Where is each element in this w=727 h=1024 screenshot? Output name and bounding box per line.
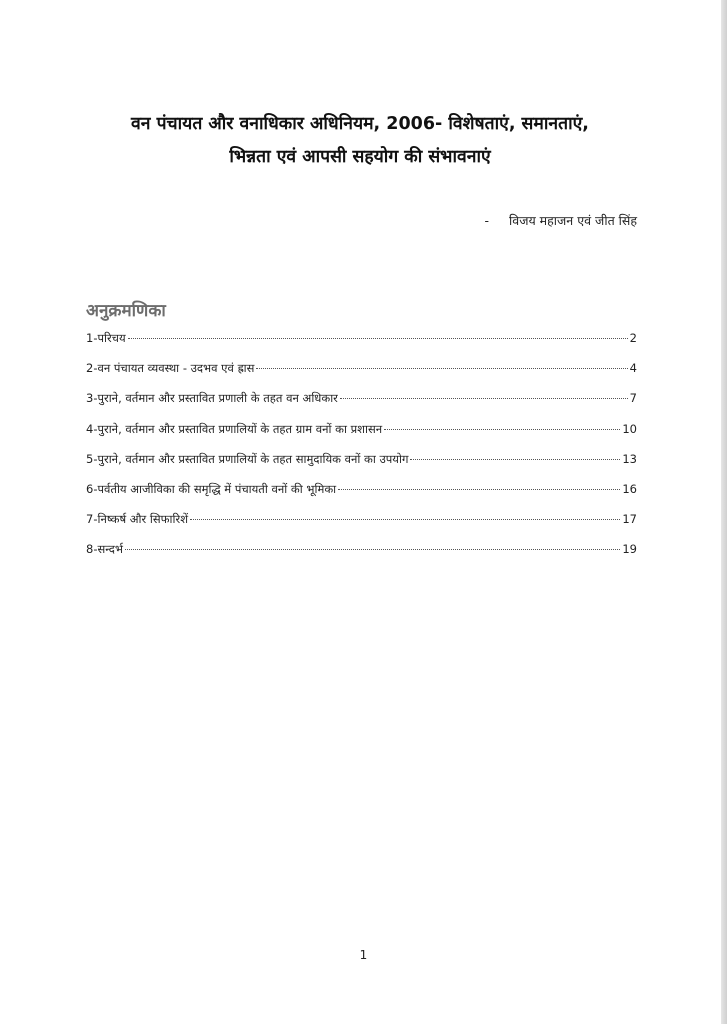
page-edge-shadow xyxy=(721,0,727,1024)
document-title xyxy=(40,108,680,174)
toc-entry-number: 7- xyxy=(86,512,98,527)
toc-entry-number: 6- xyxy=(86,481,98,496)
toc-entry-page: 19 xyxy=(622,542,637,557)
toc-entry-title: पुराने, वर्तमान और प्रस्तावित प्रणालियों के तहत सामुदायिक वनों का उपयोग xyxy=(97,451,409,466)
toc-heading: अनुक्रमणिका xyxy=(86,301,166,321)
toc-entry-title: पुराने, वर्तमान और प्रस्तावित प्रणालियों के तहत ग्राम वनों का प्रशासन xyxy=(97,421,383,436)
toc-dot-leader xyxy=(340,398,628,399)
toc-entry-title: पुराने, वर्तमान और प्रस्तावित प्रणाली के तहत वन अधिकार xyxy=(97,391,338,406)
toc-entry[interactable] xyxy=(86,422,637,452)
toc-entry-title: वन पंचायत व्यवस्था - उदभव एवं ह्रास xyxy=(97,361,255,376)
author-line xyxy=(485,212,638,229)
toc-entry-page: 7 xyxy=(629,391,637,406)
toc-entry[interactable] xyxy=(86,452,637,482)
toc-entry[interactable] xyxy=(86,542,637,572)
toc-entry[interactable] xyxy=(86,482,637,512)
toc-entry-page: 16 xyxy=(622,481,637,496)
toc-dot-leader xyxy=(190,519,620,520)
toc-dot-leader xyxy=(410,459,620,460)
toc-entry[interactable] xyxy=(86,391,637,421)
toc-entry-page: 13 xyxy=(622,451,637,466)
title-line-2: भिन्नता एवं आपसी सहयोग की संभावनाएं xyxy=(229,147,491,167)
toc-entry-number: 3- xyxy=(86,391,98,406)
toc-entry-number: 4- xyxy=(86,421,98,436)
toc-entry-title: सन्दर्भ xyxy=(97,542,123,557)
author-names: विजय महाजन एवं जीत सिंह xyxy=(509,213,637,228)
toc-entry-page: 10 xyxy=(622,421,637,436)
toc-entry-page: 4 xyxy=(629,361,637,376)
toc-entry-number: 5- xyxy=(86,451,98,466)
author-dash: - xyxy=(484,213,490,228)
toc-dot-leader xyxy=(128,338,628,339)
toc-dot-leader xyxy=(338,489,620,490)
toc-entry-title: निष्कर्ष और सिफारिशें xyxy=(97,512,189,527)
page-number: 1 xyxy=(359,948,368,962)
toc-entry-page: 17 xyxy=(622,512,637,527)
table-of-contents xyxy=(86,331,637,573)
toc-dot-leader xyxy=(125,549,620,550)
toc-entry-page: 2 xyxy=(629,331,637,345)
toc-entry[interactable] xyxy=(86,512,637,542)
title-line-1: वन पंचायत और वनाधिकार अधिनियम, 2006- विशेषताएं, समानताएं, xyxy=(131,114,589,134)
toc-dot-leader xyxy=(256,368,627,369)
toc-dot-leader xyxy=(384,429,620,430)
toc-entry[interactable] xyxy=(86,331,637,361)
toc-entry-number: 8- xyxy=(86,542,98,557)
toc-entry-number: 2- xyxy=(86,361,98,376)
toc-entry-title: पर्वतीय आजीविका की समृद्धि में पंचायती वनों की भूमिका xyxy=(97,481,337,496)
toc-entry-title: परिचय xyxy=(97,331,126,345)
toc-entry-number: 1- xyxy=(86,331,98,345)
toc-entry[interactable] xyxy=(86,361,637,391)
